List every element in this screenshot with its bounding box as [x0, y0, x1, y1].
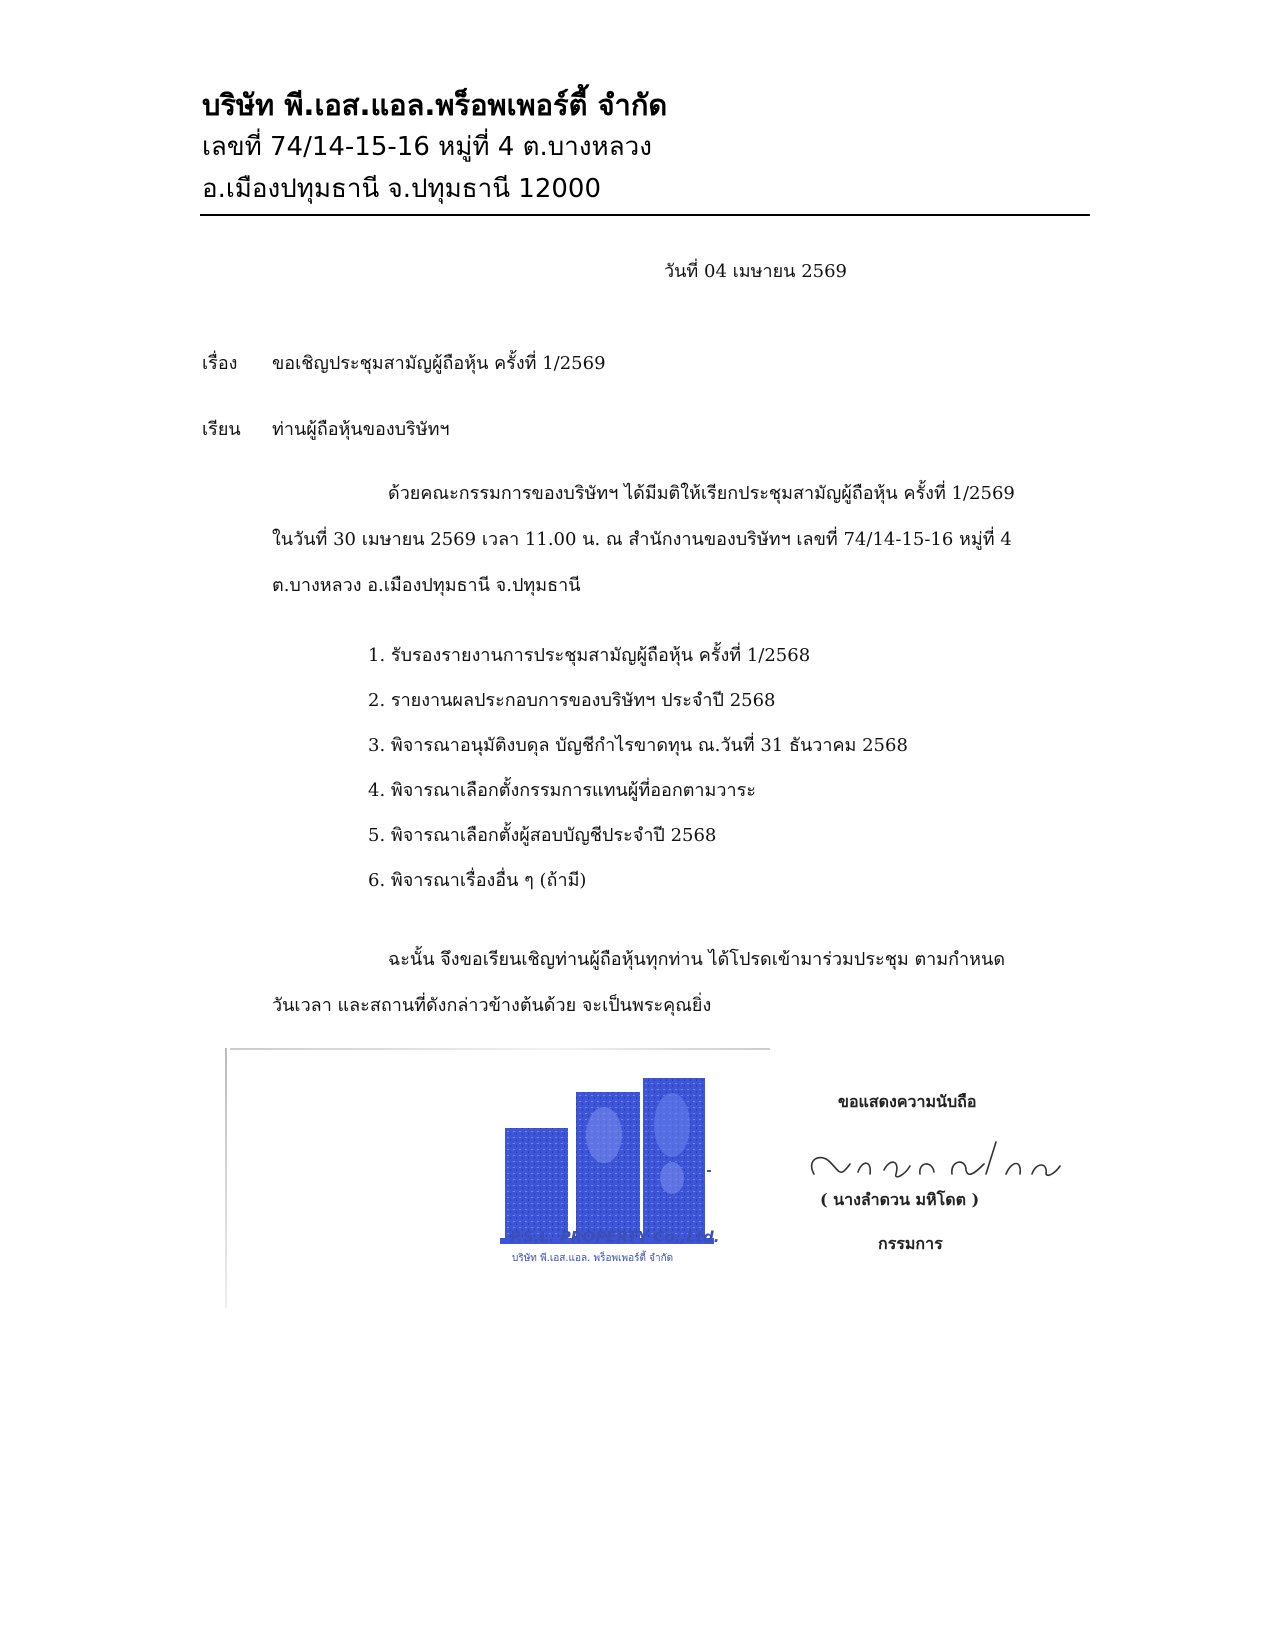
company-address-line-1: เลขที่ 74/14-15-16 หมู่ที่ 4 ต.บางหลวง: [202, 132, 652, 162]
recipient-label: เรียน: [202, 419, 241, 440]
paragraph-line: ในวันที่ 30 เมษายน 2569 เวลา 11.00 น. ณ สำนักงานของบริษัทฯ เลขที่ 74/14-15-16 หมู่ที่ 4: [272, 529, 1012, 550]
signer-name: ( นางลำดวน มหิโดต ): [820, 1190, 980, 1209]
logo-caption-thai: บริษัท พี.เอส.แอล. พร็อพเพอร์ตี้ จำกัด: [512, 1253, 674, 1264]
letter-date: วันที่ 04 เมษายน 2569: [664, 261, 847, 282]
logo-caption-english: P.S.L. PROPERTY Co.,Ltd.: [510, 1228, 720, 1246]
agenda-item: 2. รายงานผลประกอบการของบริษัทฯ ประจำปี 2568: [368, 690, 776, 711]
company-address-line-2: อ.เมืองปทุมธานี จ.ปทุมธานี 12000: [202, 174, 602, 204]
closing-line: ฉะนั้น จึงขอเรียนเชิญท่านผู้ถือหุ้นทุกท่าน ได้โปรดเข้ามาร่วมประชุม ตามกำหนด: [388, 949, 1006, 970]
agenda-item: 4. พิจารณาเลือกตั้งกรรมการแทนผู้ที่ออกตามวาระ: [368, 780, 756, 801]
agenda-item: 3. พิจารณาอนุมัติงบดุล บัญชีกำไรขาดทุน ณ.วันที่ 31 ธันวาคม 2568: [368, 735, 908, 756]
scan-edge: [230, 1048, 770, 1050]
recipient-text: ท่านผู้ถือหุ้นของบริษัทฯ: [272, 419, 450, 440]
paragraph-line: ด้วยคณะกรรมการของบริษัทฯ ได้มีมติให้เรียกประชุมสามัญผู้ถือหุ้น ครั้งที่ 1/2569: [388, 483, 1015, 504]
paragraph-line: ต.บางหลวง อ.เมืองปทุมธานี จ.ปทุมธานี: [272, 575, 581, 596]
subject-text: ขอเชิญประชุมสามัญผู้ถือหุ้น ครั้งที่ 1/2569: [272, 353, 606, 374]
scan-edge: [225, 1048, 227, 1308]
agenda-item: 5. พิจารณาเลือกตั้งผู้สอบบัญชีประจำปี 2568: [368, 825, 717, 846]
company-name: บริษัท พี.เอส.แอล.พร็อพเพอร์ตี้ จำกัด: [202, 88, 668, 122]
signature-icon: [800, 1130, 1070, 1190]
agenda-item: 6. พิจารณาเรื่องอื่น ๆ (ถ้ามี): [368, 870, 587, 891]
closing-line: วันเวลา และสถานที่ดังกล่าวข้างต้นด้วย จะเป็นพระคุณยิ่ง: [272, 995, 712, 1016]
regards-text: ขอแสดงความนับถือ: [838, 1092, 977, 1111]
agenda-item: 1. รับรองรายงานการประชุมสามัญผู้ถือหุ้น ครั้งที่ 1/2568: [368, 645, 811, 666]
agenda-list: [368, 640, 908, 910]
signer-title: กรรมการ: [878, 1234, 943, 1253]
header-divider: [200, 214, 1090, 216]
logo-building-left: [505, 1128, 568, 1240]
subject-label: เรื่อง: [202, 353, 238, 374]
